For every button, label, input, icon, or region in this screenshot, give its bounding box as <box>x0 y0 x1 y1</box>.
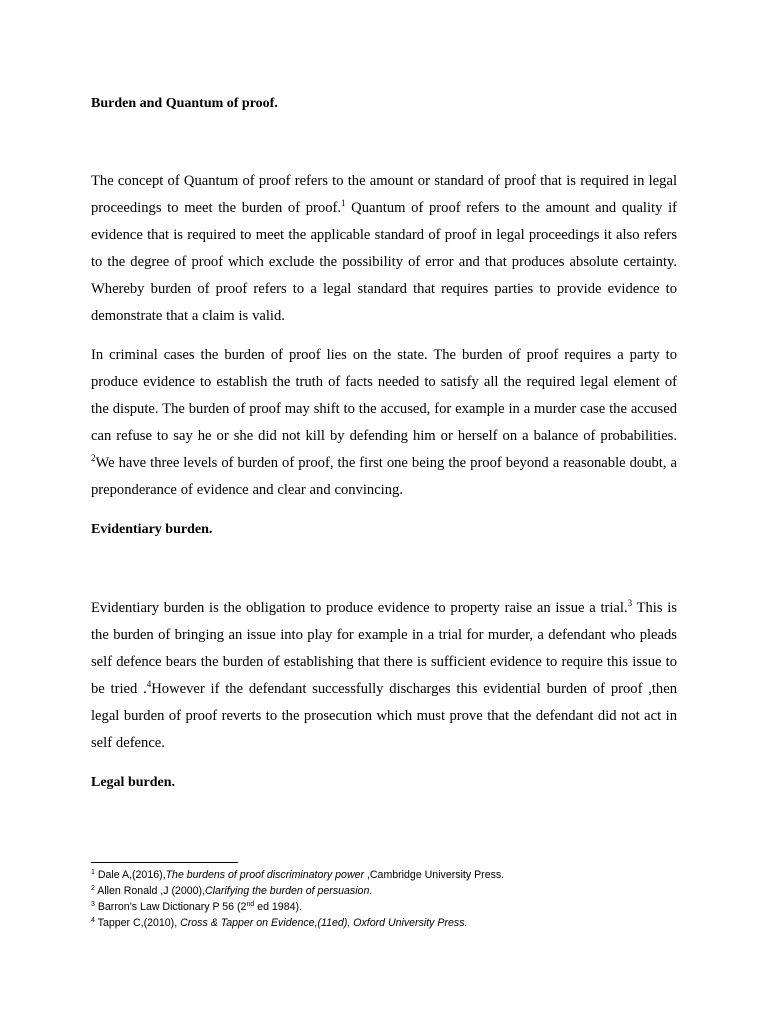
heading-evidentiary-burden: Evidentiary burden. <box>91 522 213 537</box>
footnote-ref-4[interactable]: 4 <box>146 679 152 689</box>
paragraph-text: Quantum of proof refers to the amount and quality if evidence that is required to meet the applicable standard of proof in legal proceedings it also refers to the degree of proof which exclude the possibility of error and that produces absolute certainty. Whereby burden of proof refers to a legal standard that requires parties to provide evidence to demonstrate that a claim is valid. <box>91 200 677 324</box>
paragraph-quantum-of-proof <box>91 168 677 330</box>
footnote-ref-1[interactable]: 1 <box>341 198 346 208</box>
footnote-text: Allen Ronald ,J (2000), <box>94 885 206 897</box>
paragraph-text: However if the defendant successfully discharges this evidential burden of proof ,then legal burden of proof reverts to the prosecution which must prove that the defendant did not act in self defence. <box>91 681 678 751</box>
footnote-title: The burdens of proof discriminatory power <box>165 869 367 881</box>
footnote-text: Barron’s Law Dictionary P 56 (2 <box>94 901 247 913</box>
paragraph-text: We have three levels of burden of proof, the first one being the proof beyond a reasonable doubt, a preponderance of evidence and clear and convincing. <box>91 455 677 498</box>
paragraph-evidentiary-burden <box>91 595 677 757</box>
footnote-number: 2 <box>91 885 95 892</box>
footnote-text: Tapper C,(2010), <box>94 917 181 929</box>
footnote-text: ,Cambridge University Press. <box>366 869 505 881</box>
footnote-3 <box>91 899 691 915</box>
paragraph-text: This is the burden of bringing an issue into play for example in a trial for murder, a defendant who pleads self defence bears the burden of establishing that there is sufficient evidence to require this issue to be tried . <box>91 600 677 697</box>
footnote-4 <box>91 915 691 931</box>
paragraph-text: In criminal cases the burden of proof lies on the state. The burden of proof requires a party to produce evidence to establish the truth of facts needed to satisfy all the required legal element of the dispute. The burden of proof may shift to the accused, for example in a murder case the accused can refuse to say he or she did not kill by defending him or herself on a balance of probabilities. <box>91 347 677 444</box>
paragraph-text: Evidentiary burden is the obligation to produce evidence to property raise an issue a trial. <box>91 600 628 616</box>
footnote-superscript: nd <box>246 901 255 908</box>
footnote-ref-3[interactable]: 3 <box>627 598 633 608</box>
footnote-text: ed 1984). <box>254 901 302 913</box>
footnote-title: Cross & Tapper on Evidence,(11ed), Oxford University Press. <box>180 917 468 929</box>
document-title: Burden and Quantum of proof. <box>91 96 278 111</box>
footnote-text: Dale A,(2016), <box>94 869 166 881</box>
paragraph-text: The concept of Quantum of proof refers to the amount or standard of proof that is required in legal proceedings to meet the burden of proof. <box>91 173 677 216</box>
heading-legal-burden: Legal burden. <box>91 775 176 790</box>
footnote-title: Clarifying the burden of persuasion. <box>205 885 373 897</box>
footnotes <box>91 867 691 931</box>
footnote-separator <box>91 862 238 863</box>
footnote-number: 3 <box>91 901 95 908</box>
footnote-2 <box>91 883 691 899</box>
paragraph-criminal-cases <box>91 342 677 504</box>
footnote-number: 4 <box>91 917 95 924</box>
footnote-ref-2[interactable]: 2 <box>91 453 96 463</box>
footnote-1 <box>91 867 691 883</box>
footnote-number: 1 <box>91 869 95 876</box>
